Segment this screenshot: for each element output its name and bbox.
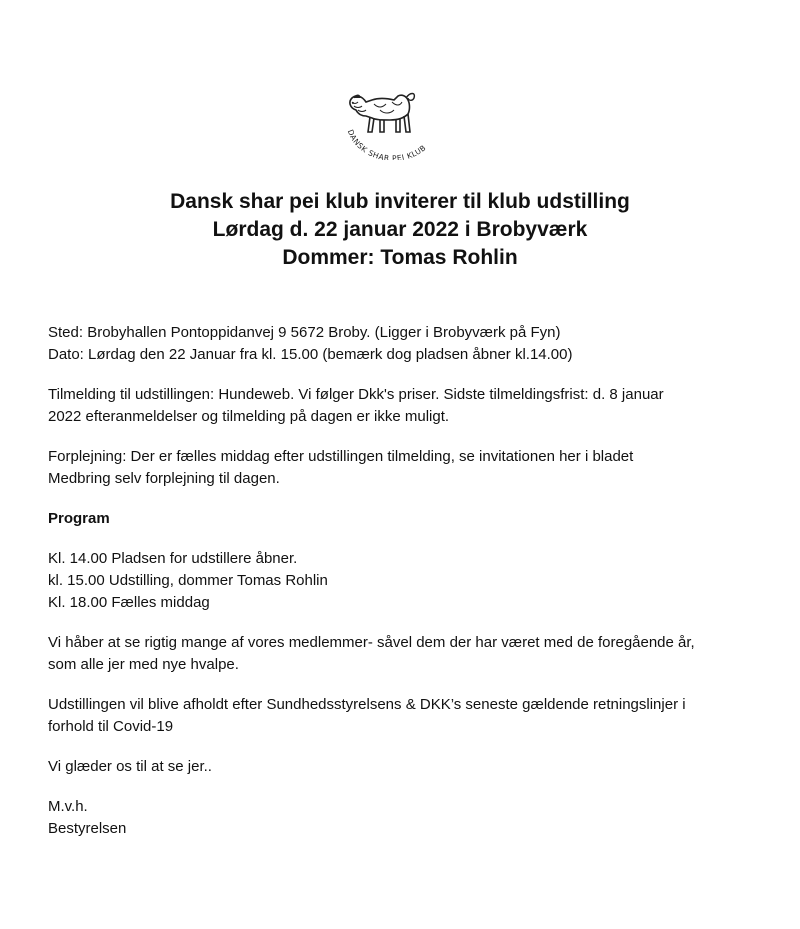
judge-line: Dommer: Tomas Rohlin <box>282 246 518 269</box>
svg-text:DANSK SHAR PEI KLUB: DANSK SHAR PEI KLUB <box>345 128 428 160</box>
invitation-body <box>48 322 768 840</box>
catering-text-line-2: Medbring selv forplejning til dagen. <box>48 470 280 487</box>
invitation-title: Dansk shar pei klub inviterer til klub udstilling <box>170 190 630 213</box>
venue-text: Sted: Brobyhallen Pontoppidanvej 9 5672 Broby. (Ligger i Brobyværk på Fyn) <box>48 324 561 341</box>
covid-text-line-2: forhold til Covid-19 <box>48 718 174 735</box>
covid-text-line-1: Udstillingen vil blive afholdt efter Sundhedsstyrelsens & DKK’s seneste gældende retningslinjer i <box>48 696 686 713</box>
catering-text-line-1: Forplejning: Der er fælles middag efter udstillingen tilmelding, se invitationen her i bladet <box>48 448 634 465</box>
program-heading: Program <box>48 510 110 527</box>
club-logo <box>336 80 446 160</box>
event-date-line: Lørdag d. 22 januar 2022 i Brobyværk <box>212 218 588 241</box>
signature-text: Bestyrelsen <box>48 820 127 837</box>
regards-text: M.v.h. <box>48 798 88 815</box>
program-item: Kl. 14.00 Pladsen for udstillere åbner. <box>48 550 298 567</box>
invitation-header <box>0 188 800 272</box>
program-item: Kl. 18.00 Fælles middag <box>48 594 210 611</box>
registration-text-line-1: Tilmelding til udstillingen: Hundeweb. Vi følger Dkk's priser. Sidste tilmeldingsfrist: d. 8 januar <box>48 386 664 403</box>
shar-pei-dog-icon <box>336 80 446 160</box>
program-item: kl. 15.00 Udstilling, dommer Tomas Rohlin <box>48 572 328 589</box>
registration-text-line-2: 2022 efteranmeldelser og tilmelding på dagen er ikke muligt. <box>48 408 450 425</box>
hope-text-line-2: som alle jer med nye hvalpe. <box>48 656 239 673</box>
closing-text: Vi glæder os til at se jer.. <box>48 758 212 775</box>
date-text: Dato: Lørdag den 22 Januar fra kl. 15.00 (bemærk dog pladsen åbner kl.14.00) <box>48 346 573 363</box>
hope-text-line-1: Vi håber at se rigtig mange af vores medlemmer- såvel dem der har været med de foregående år, <box>48 634 695 651</box>
